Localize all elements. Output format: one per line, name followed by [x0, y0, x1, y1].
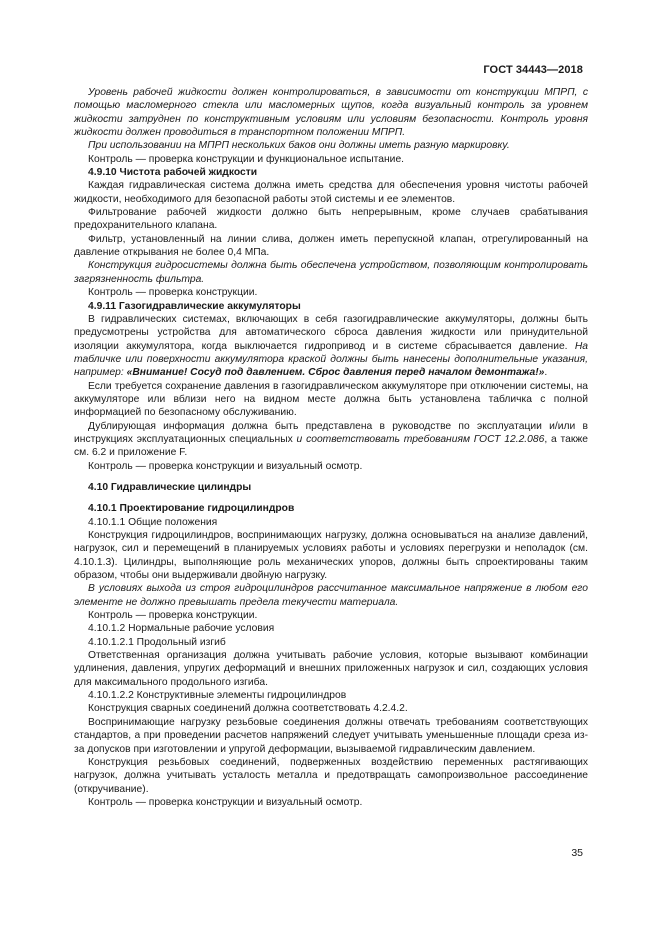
paragraph: Каждая гидравлическая система должна иметь средства для обеспечения уровня чистоты рабочей жидкости, необходимого для безопасной работы этой системы и ее элементов. [74, 180, 588, 205]
control-note: Контроль — проверка конструкции и визуальный осмотр. [88, 796, 363, 808]
paragraph: Конструкция гидроцилиндров, воспринимающих нагрузку, должна основываться на анализе давлений, нагрузок, сил и перемещений в планируемых условиях работы и условиях перегрузки и неполадок (см. 4.10.1.3). Цилиндры, выполняющие роль механических упоров, должны быть спроектированы таким образом, чтобы они выдерживали двойную нагрузку. [74, 530, 588, 582]
document-header: ГОСТ 34443—2018 [483, 64, 583, 76]
text-run: . [544, 367, 548, 379]
paragraph: При использовании на МПРП нескольких баков они должны иметь разную маркировку. [88, 140, 510, 152]
control-note: Контроль — проверка конструкции и функциональное испытание. [88, 153, 405, 165]
page-number: 35 [571, 847, 583, 859]
paragraph: Конструкция сварных соединений должна соответствовать 4.2.4.2. [88, 703, 408, 715]
paragraph: Конструкция гидросистемы должна быть обеспечена устройством, позволяющим контролировать загрязненность фильтра. [74, 260, 588, 285]
control-note: Контроль — проверка конструкции. [88, 287, 258, 299]
paragraph: Воспринимающие нагрузку резьбовые соединения должны отвечать требованиям соответствующих стандартов, а при проведении расчетов напряжений следует учитывать уменьшенные площади среза из-за допусков при изготовлении и упругой деформации, вызываемой гидравлическим давлением. [74, 716, 588, 755]
paragraph: Конструкция резьбовых соединений, подверженных воздействию переменных растягивающих нагрузок, должна учитывать усталость металла и предотвращать самопроизвольное рассоединение (откручивание). [74, 756, 588, 795]
paragraph: Ответственная организация должна учитывать рабочие условия, которые вызывают комбинации удлинения, давления, упругих деформаций и внешних приложенных нагрузок и сил, создающих условия для максимального продольного изгиба. [74, 650, 588, 688]
control-note: Контроль — проверка конструкции. [88, 610, 258, 622]
section-heading: 4.10.1 Проектирование гидроцилиндров [88, 503, 295, 515]
paragraph [74, 313, 588, 380]
section-heading: 4.9.10 Чистота рабочей жидкости [88, 167, 258, 179]
section-heading: 4.10 Гидравлические цилиндры [88, 481, 252, 493]
control-note: Контроль — проверка конструкции и визуальный осмотр. [88, 460, 363, 472]
subsection-heading: 4.10.1.2 Нормальные рабочие условия [88, 623, 275, 635]
paragraph: В условиях выхода из строя гидроцилиндров рассчитанное максимальное напряжение в любом его элементе не должно превышать предела текучести материала. [74, 583, 588, 608]
subsection-heading: 4.10.1.2.2 Конструктивные элементы гидроцилиндров [88, 690, 347, 702]
paragraph [74, 420, 588, 460]
paragraph: Если требуется сохранение давления в газогидравлическом аккумуляторе при отключении системы, на аккумуляторе или вблизи него на видном месте должна быть установлена табличка с полной информацией по безопасному обслуживанию. [74, 380, 588, 419]
subsection-heading: 4.10.1.1 Общие положения [88, 516, 218, 528]
warning-text: «Внимание! Сосуд под давлением. Сброс давления перед началом демонтажа!» [126, 367, 545, 379]
document-body [74, 86, 588, 809]
text-run: На табличке или поверхности аккумулятора краской должны быть нанесены дополнительные указания, например: [74, 340, 588, 379]
text-run: В гидравлических системах, включающих в себя газогидравлические аккумуляторы, должны быть предусмотрены устройства для автоматического сброса давления жидкости или принудительной изоляции аккумулятора, когда выключается гидропривод и в системе сбрасывается давление. [74, 313, 588, 352]
paragraph: Уровень рабочей жидкости должен контролироваться, в зависимости от конструкции МПРП, с помощью масломерного стекла или масломерных щупов, когда визуальный контроль за уровнем жидкости затруднен по конструктивным условиям или условиям безопасности. Контроль уровня жидкости должен проводиться в транспортном положении МПРП. [74, 87, 588, 139]
section-heading: 4.9.11 Газогидравлические аккумуляторы [88, 300, 301, 312]
text-run: и соответствовать требованиям ГОСТ 12.2.086 [296, 433, 545, 445]
text-run: , а также см. 6.2 и приложение F. [74, 433, 588, 459]
text-run: Дублирующая информация должна быть представлена в руководстве по эксплуатации и/или в инструкциях эксплуатационных специальных [74, 420, 588, 445]
paragraph: Фильтрование рабочей жидкости должно быть непрерывным, кроме случаев срабатывания предохранительного клапана. [74, 207, 588, 232]
subsection-heading: 4.10.1.2.1 Продольный изгиб [88, 636, 226, 648]
paragraph: Фильтр, установленный на линии слива, должен иметь перепускной клапан, отрегулированный на давление открывания не более 0,4 МПа. [74, 233, 588, 259]
